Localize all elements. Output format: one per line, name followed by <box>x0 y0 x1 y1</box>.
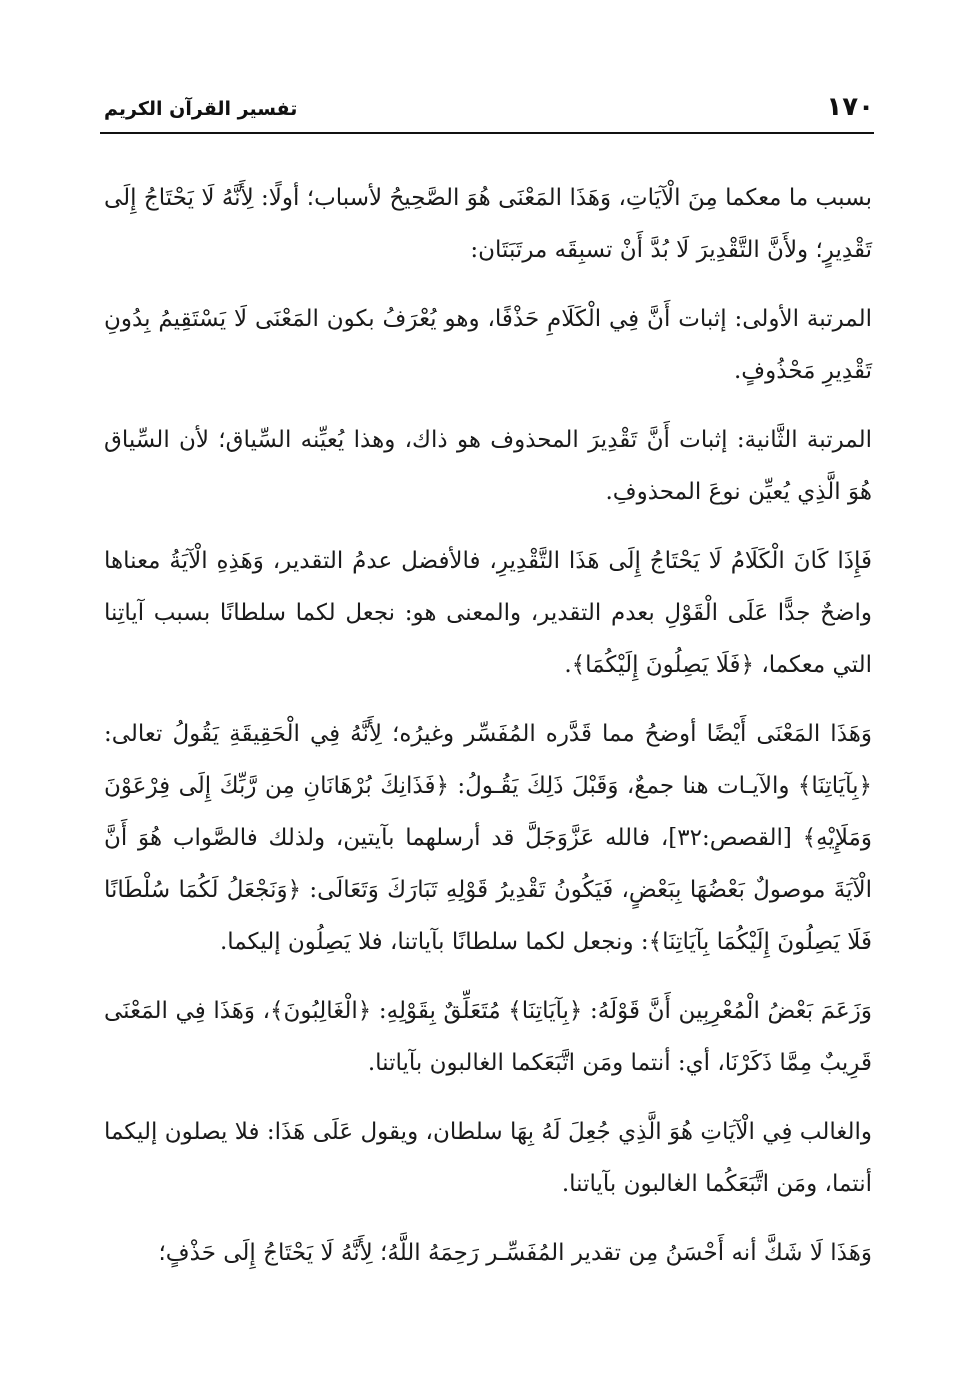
paragraph: المرتبة الأولى: إثبات أَنَّ فِي الْكَلَامِ حَذْفًا، وهو يُعْرَفُ بكون المَعْنَى لَا يَسْتَقِيمُ بِدُونِ تَقْدِيرِ مَحْذُوفٍ. <box>104 306 872 384</box>
header-rule <box>100 132 874 134</box>
paragraph: وَزَعَمَ بَعْضُ الْمُعْرِبِين أَنَّ قَوْلَهُ: ﴿بِآيَاتِنَا﴾ مُتَعَلِّقٌ بِقَوْلِهِ: ﴿الْغَالِبُونَ﴾، وَهَذَا فِي المَعْنَى قَرِيبٌ مِمَّا ذَكَرْنَا، أي: أنتما ومَن اتَّبَعَكما الغالبون بآياتنا. <box>104 998 872 1076</box>
page-header <box>100 88 874 134</box>
paragraph: بسبب ما معكما مِنَ الْآيَاتِ، وَهَذَا المَعْنَى هُوَ الصَّحِيحُ لأسباب؛ أولًا: لِأَنَّهُ لَا يَحْتَاجُ إِلَى تَقْدِيرٍ؛ ولأَنَّ التَّقْدِيرَ لَا بُدَّ أَنْ تسبِقَه مرتَبَتَان: <box>104 185 872 263</box>
paragraph: المرتبة الثَّانية: إثبات أَنَّ تَقْدِيرَ المحذوف هو ذاك، وهذا يُعيِّنه السِّياق؛ لأن السِّياق هُوَ الَّذِي يُعيِّن نوعَ المحذوفِ. <box>104 427 872 505</box>
paragraph: فَإِذَا كَانَ الْكَلَامُ لَا يَحْتَاجُ إِلَى هَذَا التَّقْدِيرِ، فالأفضل عدمُ التقدير، وَهَذِهِ الْآيَةُ معناها واضحٌ جدًّا عَلَى الْقَوْلِ بعدم التقدير، والمعنى هو: نجعل لكما سلطانًا بسبب آياتِنا التي معكما، ﴿فَلَا يَصِلُونَ إِلَيْكُمَا﴾. <box>104 548 872 678</box>
paragraph: وَهَذَا لَا شَكَّ أنه أَحْسَنُ مِن تقدير المُفَسِّـر رَحِمَهُ اللَّهُ؛ لِأَنَّهُ لَا يَحْتَاجُ إِلَى حَذْفٍ؛ <box>158 1240 872 1266</box>
page-number: ١٧٠ <box>826 92 874 122</box>
paragraph: والغالب فِي الْآيَاتِ هُوَ الَّذِي جُعِلَ لَهُ بِهَا سلطان، ويقول عَلَى هَذَا: فلا يصلون إليكما أنتما، ومَن اتَّبَعَكُما الغالبون بآياتنا. <box>104 1119 872 1197</box>
body-text <box>104 172 872 1296</box>
running-title: تفسير القرآن الكريم <box>104 98 298 120</box>
paragraph: وَهَذَا المَعْنَى أَيْضًا أوضحُ مما قَدَّره المُفَسِّر وغيرُه؛ لِأَنَّهُ فِي الْحَقِيقَةِ يَقُولُ تعالى: ﴿بِآيَاتِنَا﴾ والآيـات هنا جمعٌ، وَقَبْلَ ذَلِكَ يَقُـولُ: ﴿فَذَانِكَ بُرْهَانَانِ مِن رَّبِّكَ إِلَى فِرْعَوْنَ وَمَلَإِيْهِ﴾ [القصص:٣٢]، فالله عَزَّوَجَلَّ قد أرسلهما بآيتين، ولذلك فالصَّواب هُوَ أَنَّ الْآيَةَ موصولٌ بَعْضُهَا بِبَعْضٍ، فَيَكُونُ تَقْدِيرُ قَوْلِهِ تَبَارَكَ وَتَعَالَى: ﴿وَنَجْعَلُ لَكُمَا سُلْطَانًا فَلَا يَصِلُونَ إِلَيْكُمَا بِآيَاتِنَا﴾: ونجعل لكما سلطانًا بآياتنا، فلا يَصِلُون إليكما. <box>104 721 872 955</box>
